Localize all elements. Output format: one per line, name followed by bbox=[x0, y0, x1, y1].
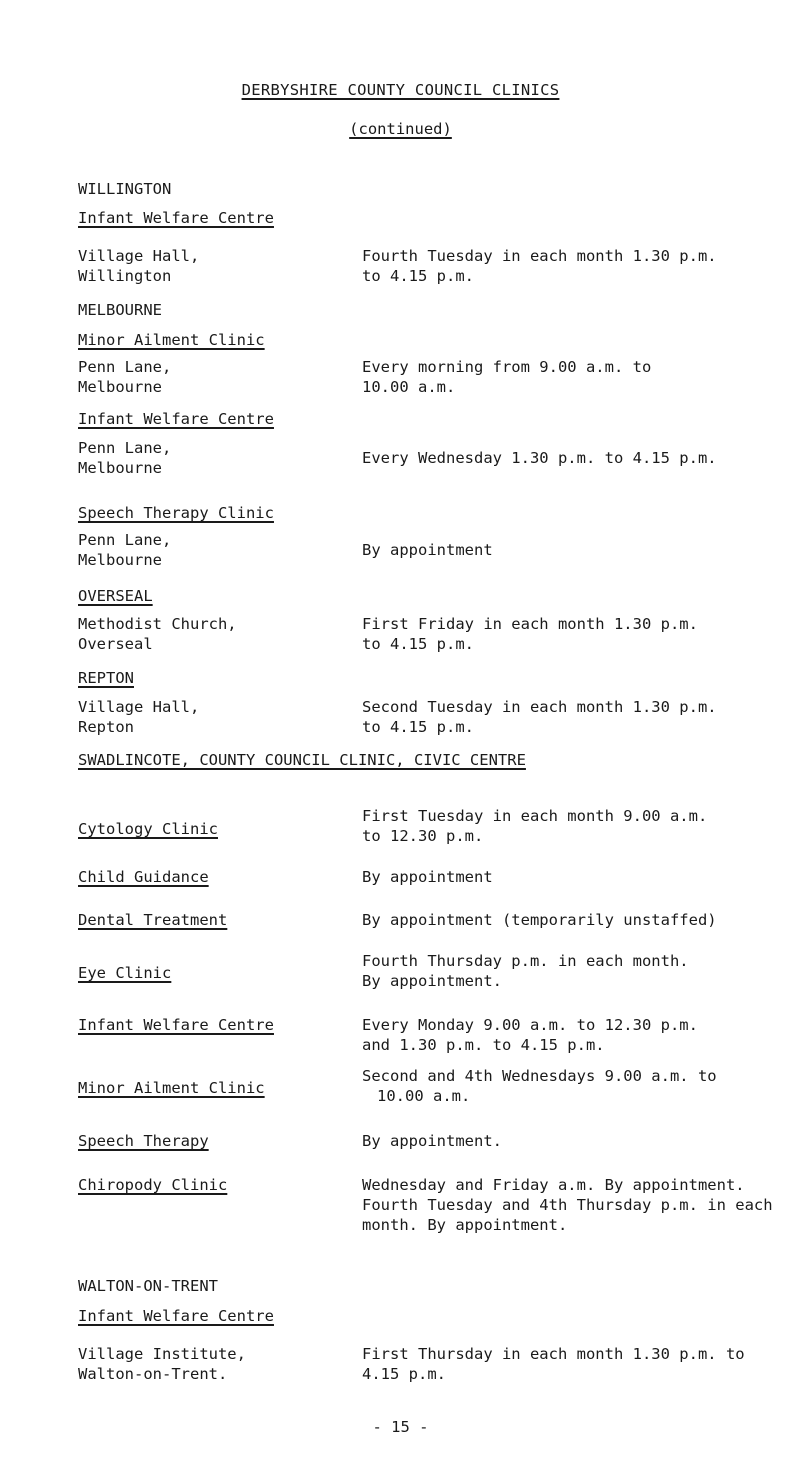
schedule-line: to 4.15 p.m. bbox=[362, 267, 474, 285]
schedule-line: 10.00 a.m. bbox=[362, 378, 456, 396]
schedule bbox=[362, 697, 717, 737]
swadlincote-heading: SWADLINCOTE, COUNTY COUNCIL CLINIC, CIVIC CENTRE bbox=[78, 751, 526, 769]
clinic-heading: Chiropody Clinic bbox=[78, 1176, 228, 1194]
schedule bbox=[362, 951, 689, 991]
clinic-heading: Infant Welfare Centre bbox=[78, 1307, 274, 1325]
clinic-heading: Speech Therapy bbox=[78, 1132, 209, 1150]
schedule-line: Second Tuesday in each month 1.30 p.m. bbox=[362, 698, 717, 716]
clinic-heading: Infant Welfare Centre bbox=[78, 209, 274, 227]
place-heading-melbourne: MELBOURNE bbox=[78, 301, 162, 319]
place-heading-repton: REPTON bbox=[78, 669, 134, 687]
venue-line: Melbourne bbox=[78, 378, 162, 396]
schedule-line: First Thursday in each month 1.30 p.m. to bbox=[362, 1345, 745, 1363]
schedule bbox=[362, 614, 698, 654]
venue bbox=[78, 697, 199, 737]
venue-line: Repton bbox=[78, 718, 134, 736]
clinic-heading: Dental Treatment bbox=[78, 911, 228, 929]
schedule-line: to 4.15 p.m. bbox=[362, 718, 474, 736]
page-title: DERBYSHIRE COUNTY COUNCIL CLINICS bbox=[241, 81, 560, 99]
clinic-heading: Child Guidance bbox=[78, 868, 209, 886]
venue bbox=[78, 357, 171, 397]
venue-line: Willington bbox=[78, 267, 172, 285]
venue-line: Methodist Church, bbox=[78, 615, 237, 633]
venue-line: Penn Lane, bbox=[78, 439, 172, 457]
schedule-line: By appointment bbox=[362, 541, 493, 559]
clinic-heading: Minor Ailment Clinic bbox=[78, 1079, 265, 1097]
place-heading-overseal: OVERSEAL bbox=[78, 587, 153, 605]
schedule-line: By appointment bbox=[362, 868, 493, 886]
schedule-line: By appointment. bbox=[362, 1132, 502, 1150]
venue bbox=[78, 530, 171, 570]
venue-line: Penn Lane, bbox=[78, 358, 172, 376]
schedule-line: to 4.15 p.m. bbox=[362, 635, 474, 653]
schedule-line: to 12.30 p.m. bbox=[362, 827, 484, 845]
schedule-line: Every Wednesday 1.30 p.m. to 4.15 p.m. bbox=[362, 449, 717, 467]
schedule-line: Fourth Tuesday in each month 1.30 p.m. bbox=[362, 247, 717, 265]
clinic-heading: Infant Welfare Centre bbox=[78, 410, 274, 428]
schedule-line: 10.00 a.m. bbox=[377, 1087, 471, 1105]
schedule-line: By appointment. bbox=[362, 972, 502, 990]
clinic-heading: Minor Ailment Clinic bbox=[78, 331, 265, 349]
schedule-line: and 1.30 p.m. to 4.15 p.m. bbox=[362, 1036, 605, 1054]
schedule bbox=[362, 1066, 717, 1106]
venue bbox=[78, 438, 171, 478]
page-subtitle: (continued) bbox=[349, 120, 452, 138]
schedule-line: By appointment (temporarily unstaffed) bbox=[362, 911, 717, 929]
schedule-line: Every morning from 9.00 a.m. to bbox=[362, 358, 652, 376]
venue-line: Melbourne bbox=[78, 551, 162, 569]
clinic-heading: Eye Clinic bbox=[78, 964, 172, 982]
clinic-heading: Infant Welfare Centre bbox=[78, 1016, 274, 1034]
schedule-line: Every Monday 9.00 a.m. to 12.30 p.m. bbox=[362, 1016, 698, 1034]
schedule-line: First Friday in each month 1.30 p.m. bbox=[362, 615, 698, 633]
schedule bbox=[362, 1175, 773, 1235]
venue bbox=[78, 1344, 246, 1384]
schedule bbox=[362, 357, 651, 397]
clinic-heading: Cytology Clinic bbox=[78, 820, 218, 838]
venue-line: Walton-on-Trent. bbox=[78, 1365, 228, 1383]
venue-line: Overseal bbox=[78, 635, 153, 653]
schedule-line: First Tuesday in each month 9.00 a.m. bbox=[362, 807, 708, 825]
schedule-line: Second and 4th Wednesdays 9.00 a.m. to bbox=[362, 1067, 717, 1085]
schedule bbox=[362, 1344, 745, 1384]
schedule bbox=[362, 806, 707, 846]
venue-line: Penn Lane, bbox=[78, 531, 172, 549]
schedule-line: Wednesday and Friday a.m. By appointment. bbox=[362, 1176, 745, 1194]
schedule-line: month. By appointment. bbox=[362, 1216, 568, 1234]
venue bbox=[78, 246, 199, 286]
venue-line: Village Hall, bbox=[78, 698, 200, 716]
venue-line: Village Institute, bbox=[78, 1345, 246, 1363]
schedule bbox=[362, 1015, 698, 1055]
place-heading-walton: WALTON-ON-TRENT bbox=[78, 1277, 218, 1295]
place-heading-willington: WILLINGTON bbox=[78, 180, 172, 198]
venue-line: Village Hall, bbox=[78, 247, 200, 265]
schedule-line: Fourth Thursday p.m. in each month. bbox=[362, 952, 689, 970]
clinic-heading: Speech Therapy Clinic bbox=[78, 504, 274, 522]
schedule bbox=[362, 246, 717, 286]
venue-line: Melbourne bbox=[78, 459, 162, 477]
page-number: - 15 - bbox=[372, 1418, 429, 1436]
venue bbox=[78, 614, 237, 654]
schedule-line: 4.15 p.m. bbox=[362, 1365, 446, 1383]
schedule-line: Fourth Tuesday and 4th Thursday p.m. in each bbox=[362, 1196, 773, 1214]
